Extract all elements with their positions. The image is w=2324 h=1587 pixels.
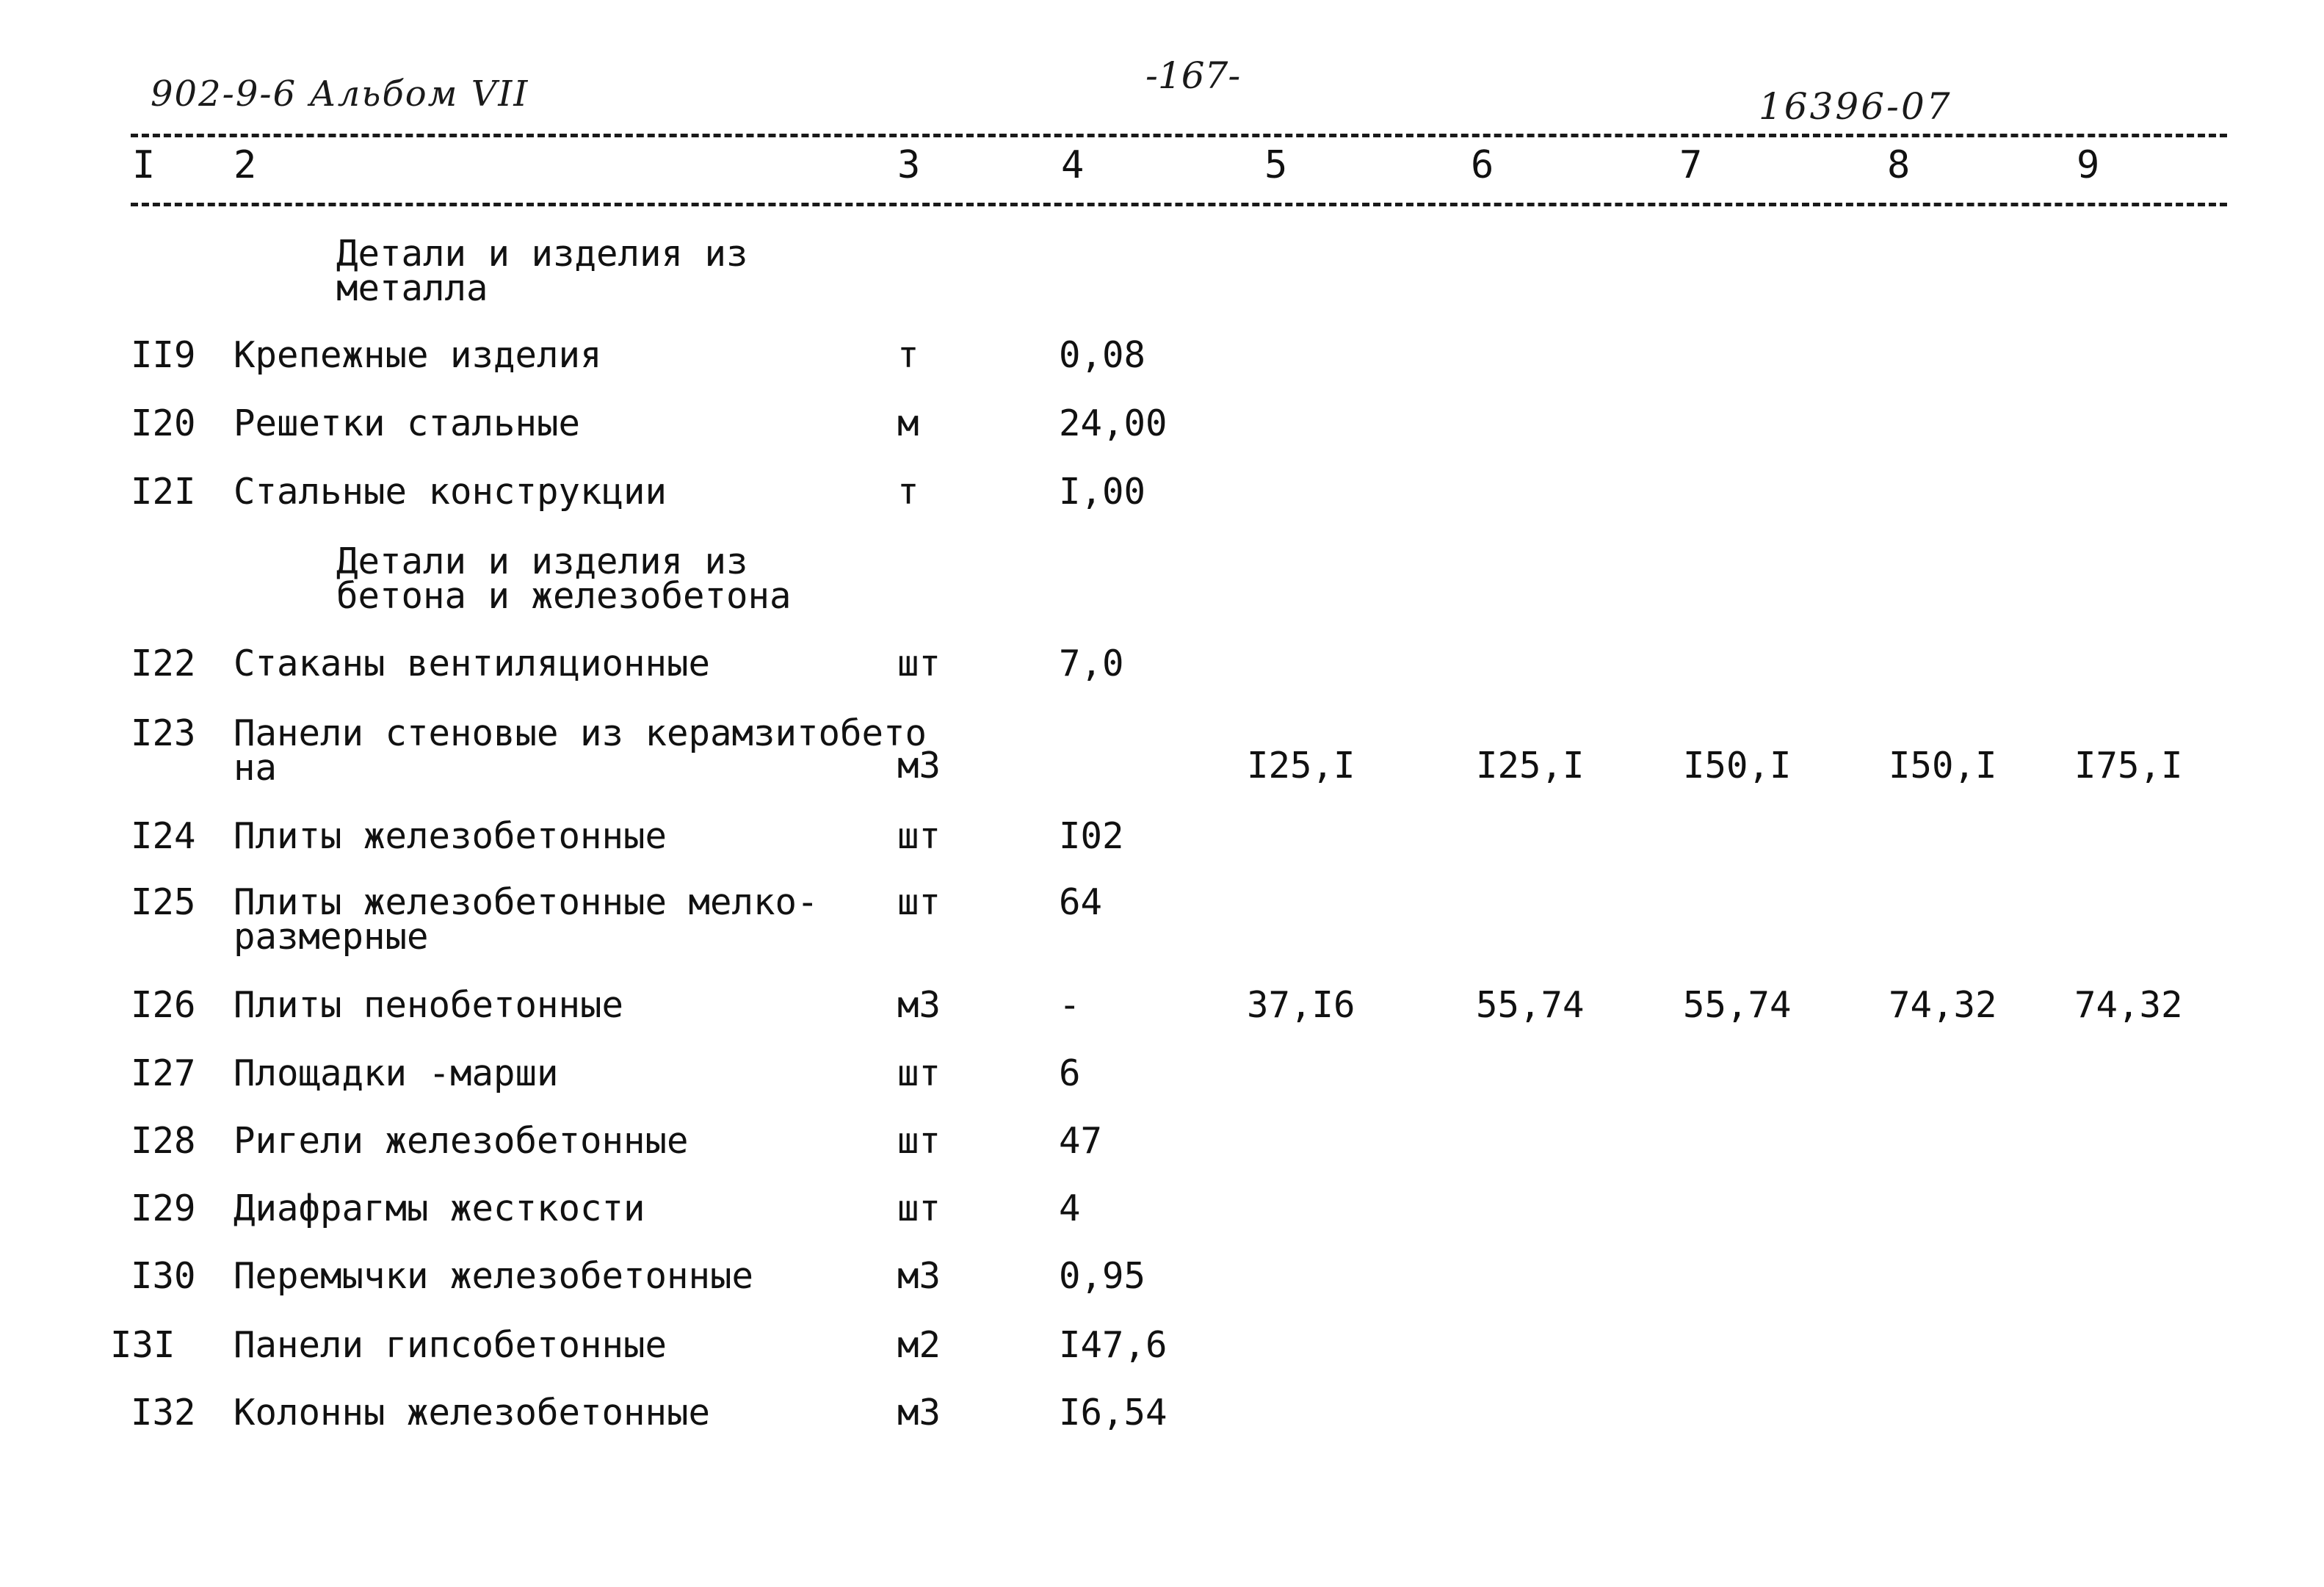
row-name: Плиты железобетонные — [234, 815, 667, 857]
row-value-c4: I47,6 — [1059, 1324, 1168, 1366]
row-name: Решетки стальные — [234, 402, 581, 444]
column-header-4: 4 — [1061, 143, 1085, 187]
document-code: 16396-07 — [1759, 85, 1952, 128]
row-value-c4: 0,95 — [1059, 1255, 1146, 1297]
row-unit: м2 — [897, 1324, 941, 1366]
row-number: I20 — [131, 402, 196, 444]
row-unit: м3 — [897, 1392, 941, 1434]
row-number: I28 — [131, 1120, 196, 1162]
row-value-c4: 64 — [1059, 881, 1103, 923]
row-value-c4: I02 — [1059, 815, 1124, 857]
column-header-9: 9 — [2077, 143, 2100, 187]
row-value-c4: 6 — [1059, 1052, 1081, 1094]
column-header-3: 3 — [897, 143, 921, 187]
row-number: I26 — [131, 984, 196, 1026]
row-name: Перемычки железобетонные — [234, 1255, 754, 1297]
row-unit: т — [897, 471, 919, 513]
section-heading-metal: Детали и изделия из металла — [336, 233, 748, 309]
row-number: II9 — [131, 334, 196, 376]
header-bottom-rule — [131, 203, 2227, 206]
row-value-c4: - — [1059, 984, 1081, 1026]
row-unit: шт — [897, 1120, 941, 1162]
row-value-c8: 74,32 — [1889, 984, 1997, 1026]
row-value-c9: I75,I — [2074, 745, 2183, 787]
column-header-1: I — [132, 143, 156, 187]
row-value-c4: 4 — [1059, 1187, 1081, 1229]
column-header-5: 5 — [1264, 143, 1288, 187]
row-value-c7: I50,I — [1683, 745, 1792, 787]
row-value-c6: I25,I — [1476, 745, 1585, 787]
row-value-c4: 24,00 — [1059, 402, 1168, 444]
row-value-c8: I50,I — [1889, 745, 1997, 787]
row-name: Стальные конструкции — [234, 471, 667, 513]
row-name: Стаканы вентиляционные — [234, 643, 711, 684]
column-header-2: 2 — [234, 143, 257, 187]
row-unit: т — [897, 334, 919, 376]
row-number: I22 — [131, 643, 196, 684]
row-number: I27 — [131, 1052, 196, 1094]
row-unit: шт — [897, 1187, 941, 1229]
row-number: I30 — [131, 1255, 196, 1297]
row-name: Панели гипсобетонные — [234, 1324, 667, 1366]
row-unit: шт — [897, 643, 941, 684]
row-unit: шт — [897, 881, 941, 923]
row-value-c4: I6,54 — [1059, 1392, 1168, 1434]
row-unit: м3 — [897, 1255, 941, 1297]
row-value-c5: 37,I6 — [1247, 984, 1355, 1026]
page-number: -167- — [1145, 54, 1241, 97]
row-unit: м3 — [897, 984, 941, 1026]
row-name: Диафрагмы жесткости — [234, 1187, 645, 1229]
row-name: Панели стеновые из керамзитобето на — [234, 712, 927, 789]
column-header-8: 8 — [1887, 143, 1911, 187]
row-number: I32 — [131, 1392, 196, 1434]
row-name: Крепежные изделия — [234, 334, 602, 376]
row-value-c9: 74,32 — [2074, 984, 2183, 1026]
row-value-c4: I,00 — [1059, 471, 1146, 513]
row-unit: м — [897, 402, 919, 444]
row-value-c4: 7,0 — [1059, 643, 1124, 684]
row-number: I3I — [110, 1324, 175, 1366]
row-unit: шт — [897, 1052, 941, 1094]
row-value-c7: 55,74 — [1683, 984, 1792, 1026]
section-heading-concrete: Детали и изделия из бетона и железобетона — [336, 541, 792, 617]
row-name: Площадки -марши — [234, 1052, 559, 1094]
album-reference: 902-9-6 Альбом VII — [151, 73, 529, 115]
row-number: I25 — [131, 881, 196, 923]
column-header-6: 6 — [1471, 143, 1494, 187]
column-header-7: 7 — [1679, 143, 1703, 187]
row-name: Плиты железобетонные мелко- размерные — [234, 881, 819, 958]
row-number: I2I — [131, 471, 196, 513]
row-unit: шт — [897, 815, 941, 857]
row-number: I23 — [131, 712, 196, 754]
row-number: I24 — [131, 815, 196, 857]
row-unit: м3 — [897, 745, 941, 787]
row-name: Ригели железобетонные — [234, 1120, 689, 1162]
row-name: Плиты пенобетонные — [234, 984, 624, 1026]
row-value-c4: 0,08 — [1059, 334, 1146, 376]
row-number: I29 — [131, 1187, 196, 1229]
row-value-c6: 55,74 — [1476, 984, 1585, 1026]
row-name: Колонны железобетонные — [234, 1392, 711, 1434]
header-top-rule — [131, 134, 2227, 137]
row-value-c5: I25,I — [1247, 745, 1355, 787]
row-value-c4: 47 — [1059, 1120, 1103, 1162]
